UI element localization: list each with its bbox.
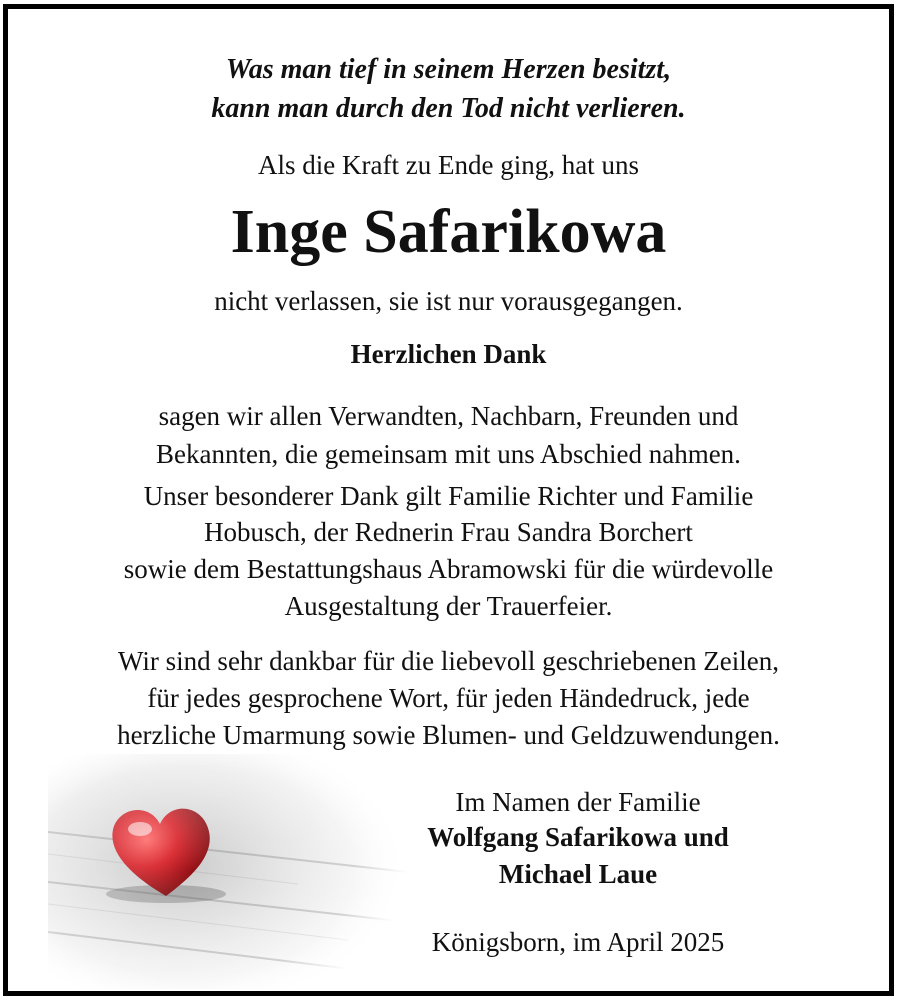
signature-name-line: Michael Laue (498, 859, 658, 889)
red-heart-on-wood-image (48, 754, 408, 989)
intro-text: Als die Kraft zu Ende ging, hat uns (258, 150, 639, 180)
paragraph1-line: sowie dem Bestattungshaus Abramowski für die würdevolle (123, 554, 774, 584)
signature-name-line: Wolfgang Safarikowa und (427, 822, 729, 852)
paragraph2-line: für jedes gesprochene Wort, für jeden Händedruck, jede (147, 683, 750, 713)
paragraph2-line: herzliche Umarmung sowie Blumen- und Geldzuwendungen. (117, 720, 780, 750)
paragraph1-line: Ausgestaltung der Trauerfeier. (284, 591, 613, 621)
obituary-notice (3, 4, 894, 996)
thanks-heading: Herzlichen Dank (350, 339, 547, 369)
after-name-text: nicht verlassen, sie ist nur vorausgegangen. (214, 286, 683, 316)
paragraph1-line: Bekannten, die gemeinsam mit uns Abschied nahmen. (156, 439, 741, 469)
paragraph2-line: Wir sind sehr dankbar für die liebevoll geschriebenen Zeilen, (118, 646, 779, 676)
deceased-name: Inge Safarikowa (230, 198, 667, 266)
signature-intro: Im Namen der Familie (455, 787, 701, 817)
paragraph1-line: Unser besonderer Dank gilt Familie Richter und Familie (143, 481, 754, 511)
quote-line-2: kann man durch den Tod nicht verlieren. (211, 93, 686, 124)
paragraph1-line: sagen wir allen Verwandten, Nachbarn, Freunden und (158, 401, 739, 431)
paragraph1-line: Hobusch, der Rednerin Frau Sandra Borchert (204, 517, 693, 547)
place-date: Königsborn, im April 2025 (431, 927, 725, 957)
quote-line-1: Was man tief in seinem Herzen besitzt, (225, 54, 672, 85)
